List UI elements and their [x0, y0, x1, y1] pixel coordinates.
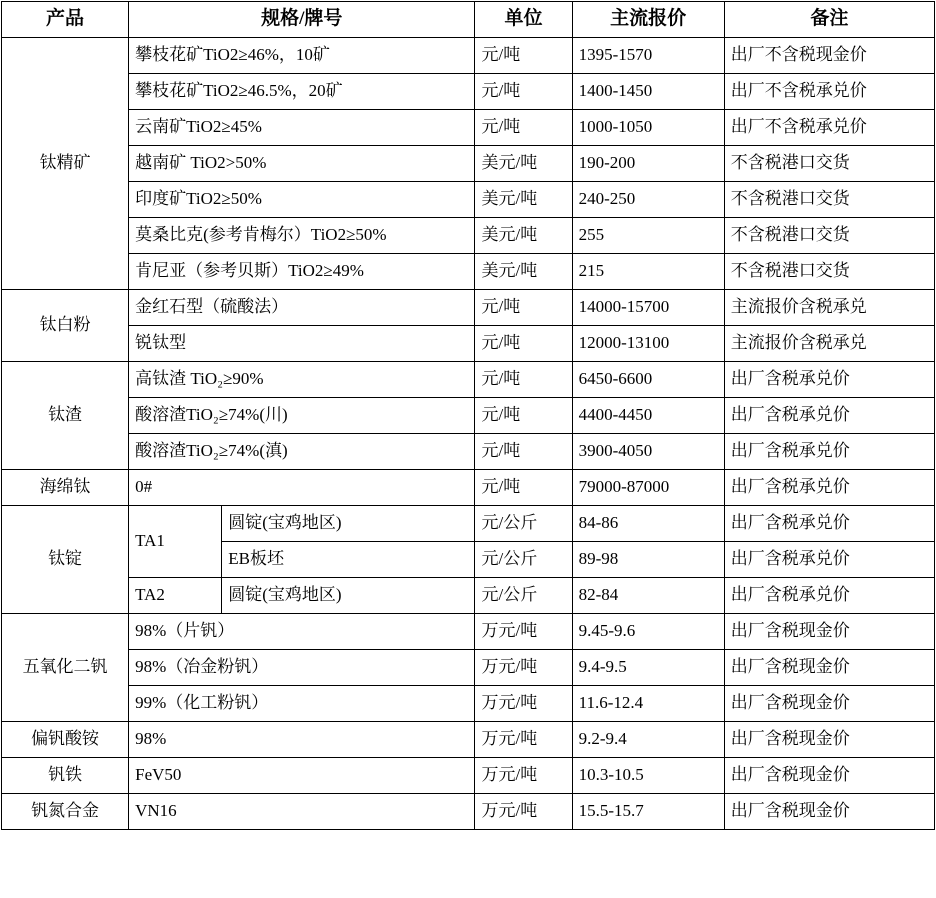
table-row — [2, 397, 935, 433]
unit-cell: 元/公斤 — [475, 505, 572, 541]
note-cell: 出厂含税现金价 — [724, 721, 934, 757]
unit-cell: 元/吨 — [475, 73, 572, 109]
note-cell: 出厂含税现金价 — [724, 649, 934, 685]
note-cell: 出厂含税承兑价 — [724, 541, 934, 577]
spec-cell: 金红石型（硫酸法） — [129, 289, 475, 325]
table-row — [2, 361, 935, 397]
table-header-row — [2, 2, 935, 38]
spec-cell: 99%（化工粉钒） — [129, 685, 475, 721]
spec-cell: 越南矿 TiO2>50% — [129, 145, 475, 181]
spec-cell: 攀枝花矿TiO2≥46.5%，20矿 — [129, 73, 475, 109]
note-cell: 出厂含税承兑价 — [724, 397, 934, 433]
spec-cell: 肯尼亚（参考贝斯）TiO2≥49% — [129, 253, 475, 289]
titanium-vanadium-price-table — [1, 1, 935, 830]
price-cell: 1395-1570 — [572, 37, 724, 73]
note-cell: 出厂不含税承兑价 — [724, 73, 934, 109]
price-cell: 14000-15700 — [572, 289, 724, 325]
note-cell: 出厂含税现金价 — [724, 793, 934, 829]
table-row — [2, 793, 935, 829]
unit-cell: 元/吨 — [475, 433, 572, 469]
spec-cell: 0# — [129, 469, 475, 505]
table-row — [2, 37, 935, 73]
unit-cell: 万元/吨 — [475, 685, 572, 721]
category-cell: 海绵钛 — [2, 469, 129, 505]
note-cell: 不含税港口交货 — [724, 253, 934, 289]
spec-cell: 98% — [129, 721, 475, 757]
header-note: 备注 — [724, 2, 934, 38]
unit-cell: 元/吨 — [475, 361, 572, 397]
category-cell: 钒铁 — [2, 757, 129, 793]
note-cell: 出厂不含税承兑价 — [724, 109, 934, 145]
note-cell: 出厂含税现金价 — [724, 613, 934, 649]
price-cell: 4400-4450 — [572, 397, 724, 433]
price-cell: 3900-4050 — [572, 433, 724, 469]
unit-cell: 元/吨 — [475, 325, 572, 361]
unit-cell: 美元/吨 — [475, 217, 572, 253]
unit-cell: 元/吨 — [475, 469, 572, 505]
note-cell: 出厂含税承兑价 — [724, 361, 934, 397]
table-row — [2, 325, 935, 361]
unit-cell: 万元/吨 — [475, 793, 572, 829]
spec-cell: 98%（冶金粉钒） — [129, 649, 475, 685]
price-cell: 9.2-9.4 — [572, 721, 724, 757]
note-cell: 出厂含税承兑价 — [724, 469, 934, 505]
spec-cell: 酸溶渣TiO₂≥74%(滇) — [129, 433, 475, 469]
price-cell: 10.3-10.5 — [572, 757, 724, 793]
price-cell: 82-84 — [572, 577, 724, 613]
category-cell: 钛白粉 — [2, 289, 129, 361]
spec-cell: 云南矿TiO2≥45% — [129, 109, 475, 145]
price-cell: 11.6-12.4 — [572, 685, 724, 721]
price-cell: 190-200 — [572, 145, 724, 181]
unit-cell: 美元/吨 — [475, 181, 572, 217]
price-cell: 15.5-15.7 — [572, 793, 724, 829]
table-row — [2, 613, 935, 649]
note-cell: 出厂含税现金价 — [724, 685, 934, 721]
table-row — [2, 433, 935, 469]
note-cell: 出厂不含税现金价 — [724, 37, 934, 73]
table-row — [2, 685, 935, 721]
table-row — [2, 181, 935, 217]
unit-cell: 元/吨 — [475, 397, 572, 433]
price-cell: 79000-87000 — [572, 469, 724, 505]
unit-cell: 元/公斤 — [475, 577, 572, 613]
spec-cell: VN16 — [129, 793, 475, 829]
unit-cell: 元/吨 — [475, 37, 572, 73]
table-row — [2, 289, 935, 325]
price-cell: 6450-6600 — [572, 361, 724, 397]
price-cell: 84-86 — [572, 505, 724, 541]
category-cell: 钛精矿 — [2, 37, 129, 289]
table-row — [2, 649, 935, 685]
unit-cell: 元/吨 — [475, 289, 572, 325]
note-cell: 出厂含税现金价 — [724, 757, 934, 793]
table-row — [2, 505, 935, 541]
table-row — [2, 217, 935, 253]
category-cell: 五氧化二钒 — [2, 613, 129, 721]
grade-cell: TA2 — [129, 577, 222, 613]
spec-cell: 攀枝花矿TiO2≥46%，10矿 — [129, 37, 475, 73]
unit-cell: 万元/吨 — [475, 649, 572, 685]
table-row — [2, 109, 935, 145]
price-cell: 1400-1450 — [572, 73, 724, 109]
header-spec: 规格/牌号 — [129, 2, 475, 38]
spec-cell: 圆锭(宝鸡地区) — [222, 577, 475, 613]
unit-cell: 美元/吨 — [475, 253, 572, 289]
note-cell: 出厂含税承兑价 — [724, 505, 934, 541]
note-cell: 主流报价含税承兑 — [724, 289, 934, 325]
unit-cell: 万元/吨 — [475, 613, 572, 649]
price-cell: 12000-13100 — [572, 325, 724, 361]
table-row — [2, 757, 935, 793]
table-row — [2, 145, 935, 181]
unit-cell: 万元/吨 — [475, 757, 572, 793]
spec-cell: EB板坯 — [222, 541, 475, 577]
header-price: 主流报价 — [572, 2, 724, 38]
note-cell: 不含税港口交货 — [724, 217, 934, 253]
category-cell: 钛渣 — [2, 361, 129, 469]
price-cell: 1000-1050 — [572, 109, 724, 145]
table-row — [2, 721, 935, 757]
category-cell: 钒氮合金 — [2, 793, 129, 829]
price-cell: 215 — [572, 253, 724, 289]
category-cell: 偏钒酸铵 — [2, 721, 129, 757]
spec-cell: 酸溶渣TiO₂≥74%(川) — [129, 397, 475, 433]
note-cell: 出厂含税承兑价 — [724, 577, 934, 613]
grade-cell: TA1 — [129, 505, 222, 577]
spec-cell: 高钛渣 TiO₂≥90% — [129, 361, 475, 397]
table-row — [2, 253, 935, 289]
note-cell: 主流报价含税承兑 — [724, 325, 934, 361]
note-cell: 不含税港口交货 — [724, 181, 934, 217]
price-cell: 255 — [572, 217, 724, 253]
spec-cell: 圆锭(宝鸡地区) — [222, 505, 475, 541]
note-cell: 出厂含税承兑价 — [724, 433, 934, 469]
spec-cell: 98%（片钒） — [129, 613, 475, 649]
price-cell: 240-250 — [572, 181, 724, 217]
table-row — [2, 469, 935, 505]
unit-cell: 元/公斤 — [475, 541, 572, 577]
unit-cell: 元/吨 — [475, 109, 572, 145]
unit-cell: 万元/吨 — [475, 721, 572, 757]
price-cell: 89-98 — [572, 541, 724, 577]
price-cell: 9.4-9.5 — [572, 649, 724, 685]
spec-cell: FeV50 — [129, 757, 475, 793]
table-row — [2, 577, 935, 613]
spec-cell: 印度矿TiO2≥50% — [129, 181, 475, 217]
header-product: 产品 — [2, 2, 129, 38]
category-cell: 钛锭 — [2, 505, 129, 613]
table-row — [2, 73, 935, 109]
spec-cell: 锐钛型 — [129, 325, 475, 361]
spec-cell: 莫桑比克(参考肯梅尔）TiO2≥50% — [129, 217, 475, 253]
price-cell: 9.45-9.6 — [572, 613, 724, 649]
unit-cell: 美元/吨 — [475, 145, 572, 181]
header-unit: 单位 — [475, 2, 572, 38]
note-cell: 不含税港口交货 — [724, 145, 934, 181]
